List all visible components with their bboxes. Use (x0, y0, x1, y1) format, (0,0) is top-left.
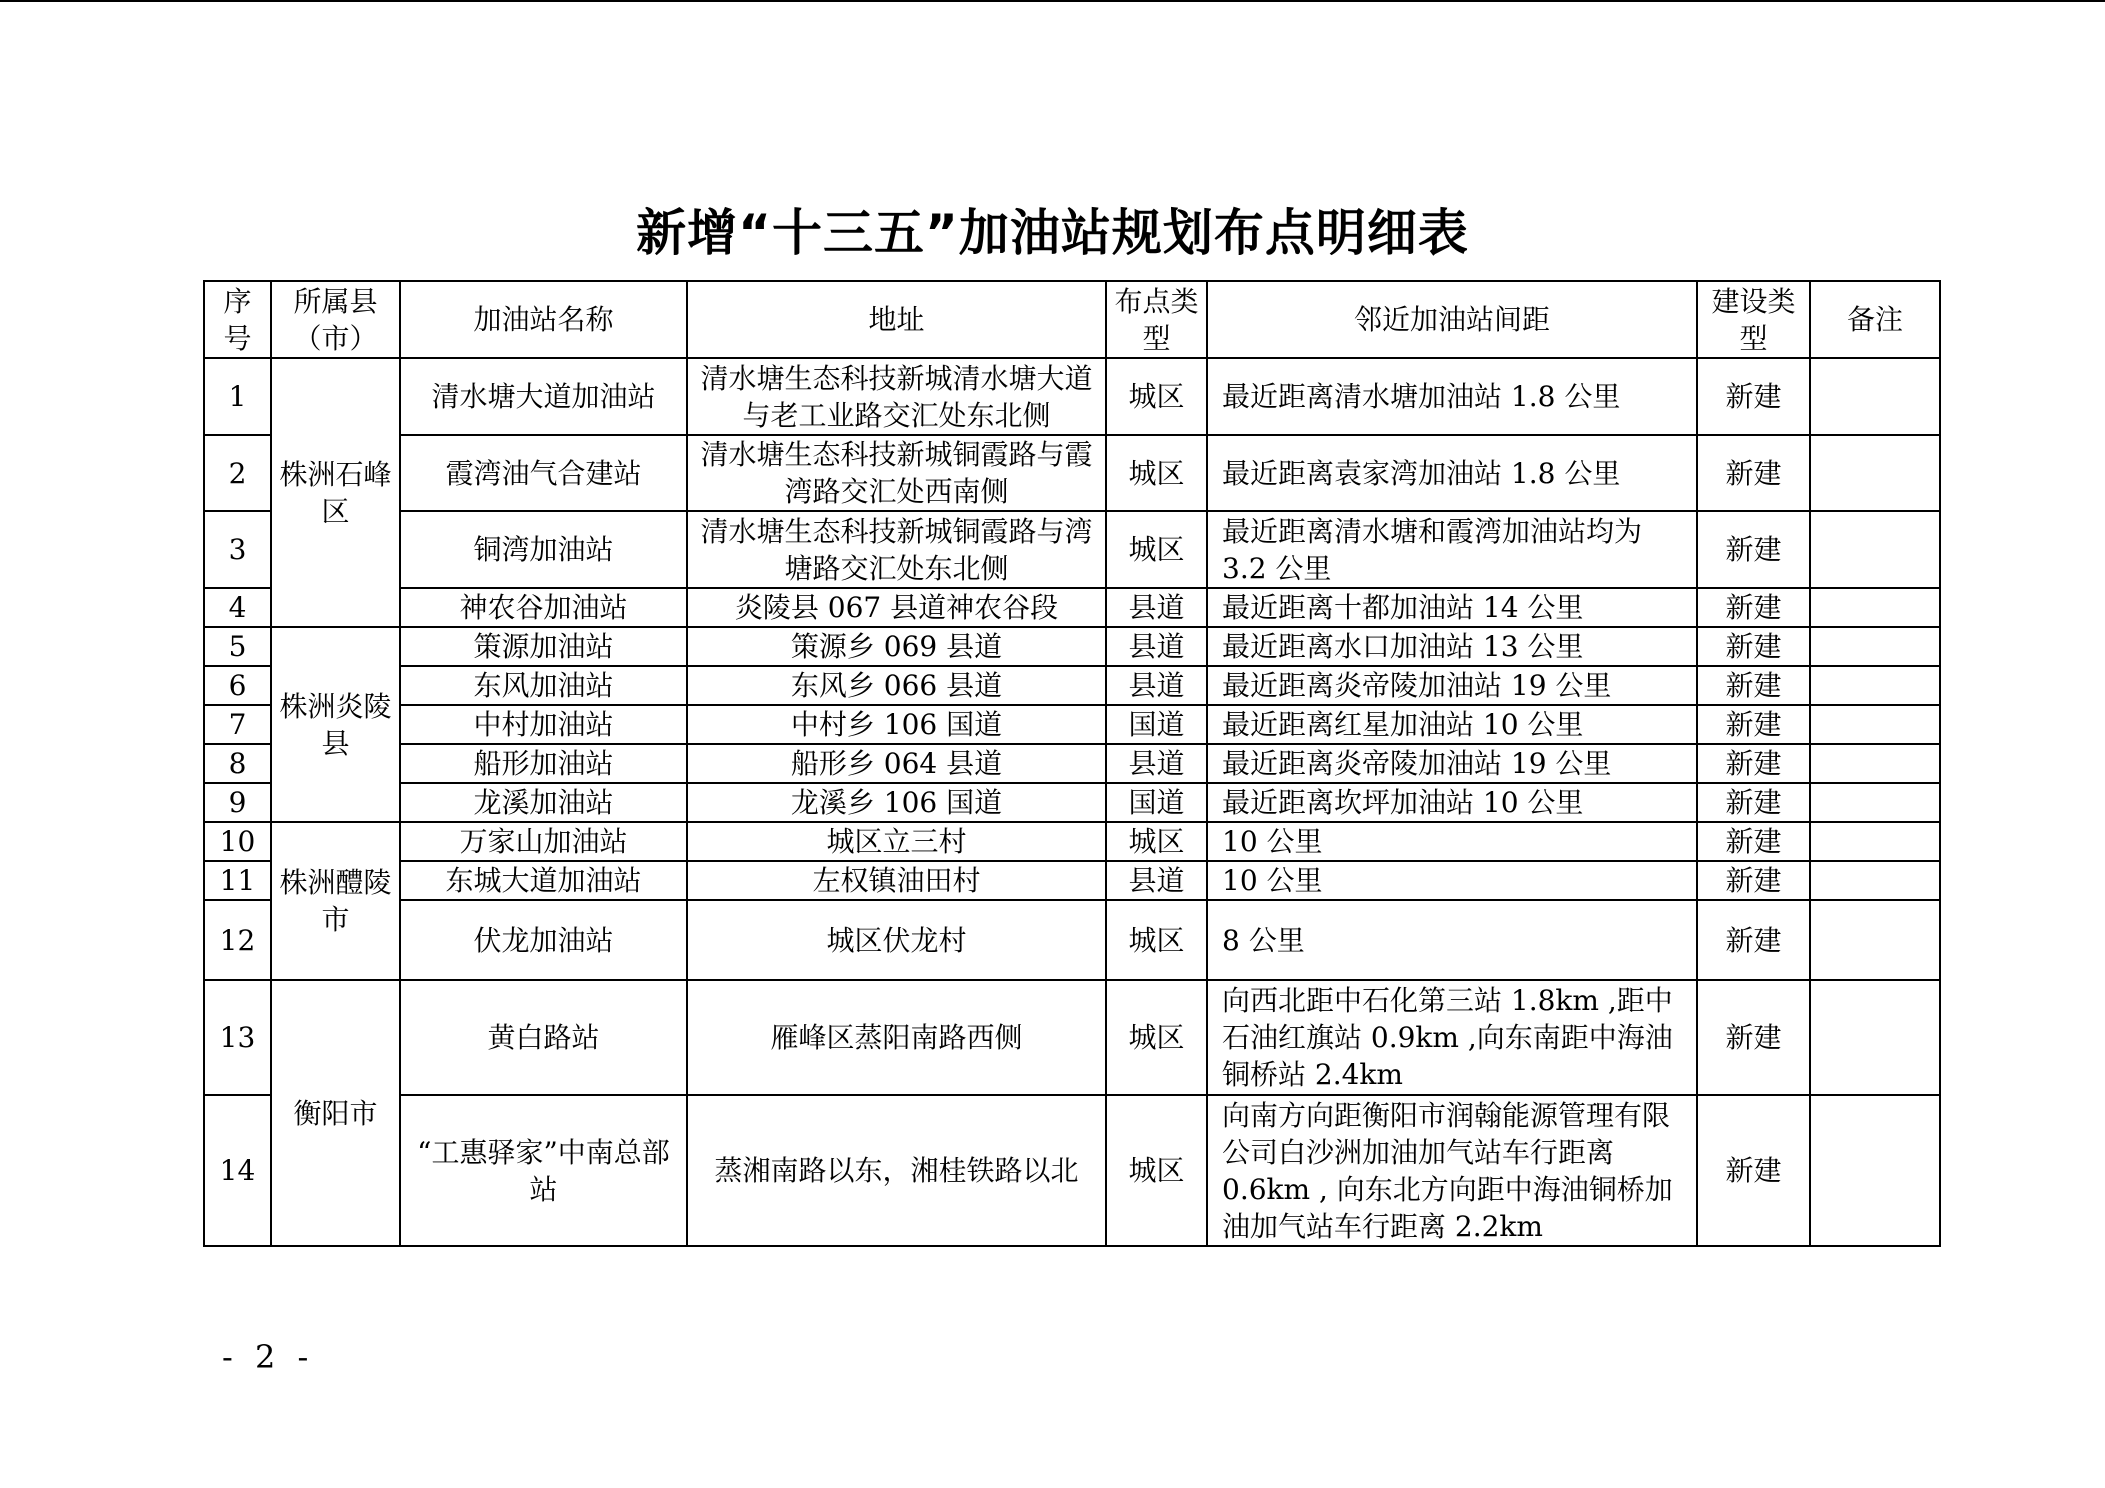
table-row (204, 1095, 1940, 1246)
station-address: 左权镇油田村 (687, 861, 1106, 900)
station-address: 城区立三村 (687, 822, 1106, 861)
layout-type: 城区 (1106, 511, 1207, 588)
row-no: 7 (204, 705, 271, 744)
build-type: 新建 (1697, 511, 1810, 588)
build-type: 新建 (1697, 900, 1810, 980)
station-address: 船形乡 064 县道 (687, 744, 1106, 783)
table-row (204, 705, 1940, 744)
table-row (204, 822, 1940, 861)
nearby-distance: 10 公里 (1207, 861, 1697, 900)
nearby-distance: 8 公里 (1207, 900, 1697, 980)
note-cell (1810, 666, 1940, 705)
station-name: 东风加油站 (400, 666, 687, 705)
layout-type: 城区 (1106, 435, 1207, 511)
station-address: 龙溪乡 106 国道 (687, 783, 1106, 822)
header-no: 序号 (204, 281, 271, 358)
nearby-distance: 最近距离清水塘和霞湾加油站均为 3.2 公里 (1207, 511, 1697, 588)
layout-type: 城区 (1106, 1095, 1207, 1246)
build-type: 新建 (1697, 588, 1810, 627)
build-type: 新建 (1697, 744, 1810, 783)
build-type: 新建 (1697, 822, 1810, 861)
layout-type: 县道 (1106, 666, 1207, 705)
nearby-distance: 最近距离十都加油站 14 公里 (1207, 588, 1697, 627)
header-layout-type: 布点类型 (1106, 281, 1207, 358)
row-no: 10 (204, 822, 271, 861)
row-no: 13 (204, 980, 271, 1095)
build-type: 新建 (1697, 358, 1810, 435)
build-type: 新建 (1697, 435, 1810, 511)
station-name: 伏龙加油站 (400, 900, 687, 980)
build-type: 新建 (1697, 861, 1810, 900)
header-distance: 邻近加油站间距 (1207, 281, 1697, 358)
note-cell (1810, 627, 1940, 666)
row-no: 12 (204, 900, 271, 980)
note-cell (1810, 511, 1940, 588)
layout-type: 国道 (1106, 783, 1207, 822)
row-no: 8 (204, 744, 271, 783)
nearby-distance: 最近距离红星加油站 10 公里 (1207, 705, 1697, 744)
header-build-type: 建设类型 (1697, 281, 1810, 358)
table-row (204, 900, 1940, 980)
page-number: - 2 - (222, 1338, 315, 1376)
row-no: 14 (204, 1095, 271, 1246)
station-address: 清水塘生态科技新城清水塘大道与老工业路交汇处东北侧 (687, 358, 1106, 435)
station-name: 神农谷加油站 (400, 588, 687, 627)
note-cell (1810, 980, 1940, 1095)
row-no: 9 (204, 783, 271, 822)
layout-type: 城区 (1106, 980, 1207, 1095)
nearby-distance: 最近距离坎坪加油站 10 公里 (1207, 783, 1697, 822)
station-address: 东风乡 066 县道 (687, 666, 1106, 705)
top-border-line (0, 0, 2105, 2)
table-row (204, 744, 1940, 783)
station-name: “工惠驿家”中南总部站 (400, 1095, 687, 1246)
layout-type: 县道 (1106, 861, 1207, 900)
station-address: 中村乡 106 国道 (687, 705, 1106, 744)
station-name: 东城大道加油站 (400, 861, 687, 900)
note-cell (1810, 1095, 1940, 1246)
header-station-name: 加油站名称 (400, 281, 687, 358)
table-row (204, 627, 1940, 666)
note-cell (1810, 822, 1940, 861)
station-name: 万家山加油站 (400, 822, 687, 861)
note-cell (1810, 783, 1940, 822)
table-row (204, 358, 1940, 435)
table-row (204, 511, 1940, 588)
table-row (204, 666, 1940, 705)
layout-type: 城区 (1106, 900, 1207, 980)
note-cell (1810, 705, 1940, 744)
note-cell (1810, 744, 1940, 783)
build-type: 新建 (1697, 627, 1810, 666)
station-name: 霞湾油气合建站 (400, 435, 687, 511)
station-address: 清水塘生态科技新城铜霞路与湾塘路交汇处东北侧 (687, 511, 1106, 588)
layout-type: 城区 (1106, 358, 1207, 435)
note-cell (1810, 900, 1940, 980)
county-cell: 株洲炎陵县 (271, 627, 400, 822)
nearby-distance: 最近距离炎帝陵加油站 19 公里 (1207, 744, 1697, 783)
station-name: 黄白路站 (400, 980, 687, 1095)
station-address: 雁峰区蒸阳南路西侧 (687, 980, 1106, 1095)
county-cell: 株洲石峰区 (271, 358, 400, 627)
header-county: 所属县（市） (271, 281, 400, 358)
table-row (204, 588, 1940, 627)
row-no: 5 (204, 627, 271, 666)
build-type: 新建 (1697, 666, 1810, 705)
station-address: 策源乡 069 县道 (687, 627, 1106, 666)
layout-type: 国道 (1106, 705, 1207, 744)
layout-type: 县道 (1106, 744, 1207, 783)
station-name: 策源加油站 (400, 627, 687, 666)
station-address: 清水塘生态科技新城铜霞路与霞湾路交汇处西南侧 (687, 435, 1106, 511)
note-cell (1810, 588, 1940, 627)
row-no: 1 (204, 358, 271, 435)
note-cell (1810, 861, 1940, 900)
nearby-distance: 最近距离水口加油站 13 公里 (1207, 627, 1697, 666)
station-name: 铜湾加油站 (400, 511, 687, 588)
nearby-distance: 10 公里 (1207, 822, 1697, 861)
nearby-distance: 最近距离袁家湾加油站 1.8 公里 (1207, 435, 1697, 511)
station-name: 船形加油站 (400, 744, 687, 783)
build-type: 新建 (1697, 1095, 1810, 1246)
row-no: 11 (204, 861, 271, 900)
station-name: 中村加油站 (400, 705, 687, 744)
header-address: 地址 (687, 281, 1106, 358)
layout-type: 城区 (1106, 822, 1207, 861)
build-type: 新建 (1697, 783, 1810, 822)
row-no: 4 (204, 588, 271, 627)
county-cell: 衡阳市 (271, 980, 400, 1246)
note-cell (1810, 358, 1940, 435)
row-no: 3 (204, 511, 271, 588)
table-row (204, 783, 1940, 822)
row-no: 2 (204, 435, 271, 511)
build-type: 新建 (1697, 705, 1810, 744)
layout-type: 县道 (1106, 588, 1207, 627)
station-address: 城区伏龙村 (687, 900, 1106, 980)
table-row (204, 980, 1940, 1095)
header-note: 备注 (1810, 281, 1940, 358)
nearby-distance: 最近距离炎帝陵加油站 19 公里 (1207, 666, 1697, 705)
nearby-distance: 向西北距中石化第三站 1.8km ,距中石油红旗站 0.9km ,向东南距中海油铜桥站 2.4km (1207, 980, 1697, 1095)
station-name: 龙溪加油站 (400, 783, 687, 822)
page-title: 新增“十三五”加油站规划布点明细表 (636, 204, 1469, 262)
note-cell (1810, 435, 1940, 511)
county-cell: 株洲醴陵市 (271, 822, 400, 980)
station-name: 清水塘大道加油站 (400, 358, 687, 435)
nearby-distance: 最近距离清水塘加油站 1.8 公里 (1207, 358, 1697, 435)
gas-station-table (203, 280, 1941, 1247)
table-header-row (204, 281, 1940, 358)
station-address: 蒸湘南路以东，湘桂铁路以北 (687, 1095, 1106, 1246)
table-row (204, 435, 1940, 511)
layout-type: 县道 (1106, 627, 1207, 666)
build-type: 新建 (1697, 980, 1810, 1095)
nearby-distance: 向南方向距衡阳市润翰能源管理有限公司白沙洲加油加气站车行距离 0.6km , 向东北方向距中海油铜桥加油加气站车行距离 2.2km (1207, 1095, 1697, 1246)
row-no: 6 (204, 666, 271, 705)
table-row (204, 861, 1940, 900)
station-address: 炎陵县 067 县道神农谷段 (687, 588, 1106, 627)
